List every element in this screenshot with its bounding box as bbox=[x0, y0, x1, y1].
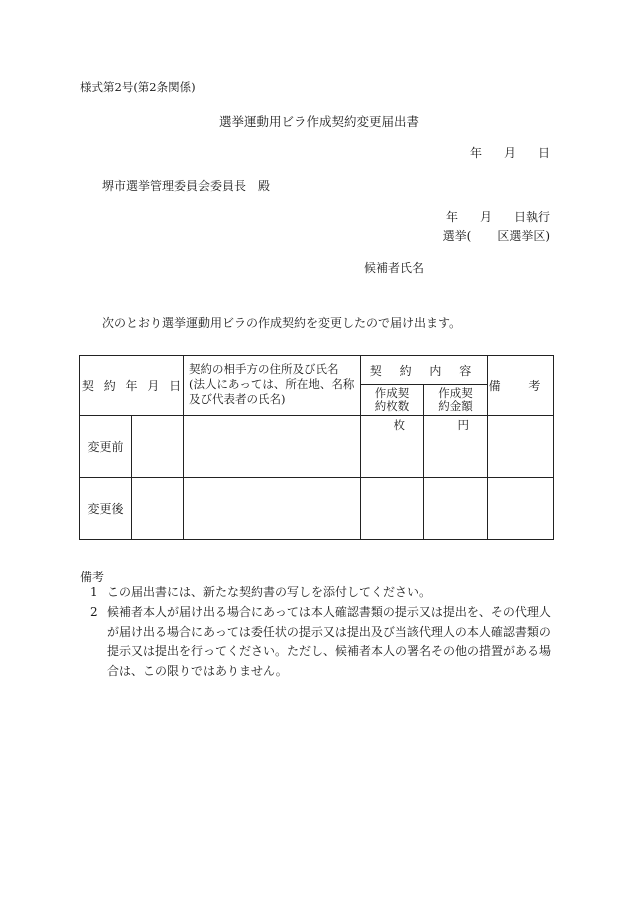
district-label: 区選挙区) bbox=[497, 229, 550, 243]
intro-text: 次のとおり選挙運動用ビラの作成契約を変更したので届け出ます。 bbox=[102, 316, 462, 330]
document-title: 選挙運動用ビラ作成契約変更届出書 bbox=[218, 114, 419, 129]
note-number: 2 bbox=[90, 605, 98, 619]
contract-content-header: 契 約 内 容 bbox=[361, 356, 488, 385]
note-text: 候補者本人が届け出る場合にあっては本人確認書類の提示又は提出を、その代理人が届け出る場合にあっては委任状の提示又は提出及び当該代理人の本人確認書類の提示又は提出を行ってください。ただし、候補者本人の署名その他の措置がある場合は、この限りではありません。 bbox=[107, 605, 552, 678]
row-label-before: 変更前 bbox=[80, 416, 132, 478]
contract-date-header: 契 約 年 月 日 bbox=[80, 356, 184, 416]
row-label-after: 変更後 bbox=[80, 478, 132, 540]
party-header-line2: (法人にあっては、所在地、名称及び代表者の氏名) bbox=[189, 377, 355, 406]
note-item bbox=[90, 603, 556, 678]
candidate-name-label: 候補者氏名 bbox=[364, 261, 425, 275]
table-row bbox=[80, 478, 554, 540]
party-cell-before[interactable] bbox=[184, 416, 361, 478]
notes-title: 備考 bbox=[80, 570, 105, 584]
table-row bbox=[80, 416, 554, 478]
party-header-line1: 契約の相手方の住所及び氏名 bbox=[189, 362, 339, 376]
amount-cell-before[interactable]: 円 bbox=[424, 416, 488, 478]
note-text: この届出書には、新たな契約書の写しを添付してください。 bbox=[107, 585, 432, 599]
election-execution-date bbox=[446, 211, 550, 223]
form-number: 様式第2号(第2条関係) bbox=[80, 80, 196, 94]
remarks-cell-before[interactable] bbox=[488, 416, 554, 478]
date-cell-after[interactable] bbox=[132, 478, 184, 540]
count-cell-before[interactable]: 枚 bbox=[361, 416, 424, 478]
date-day: 日 bbox=[537, 146, 550, 160]
note-number: 1 bbox=[90, 585, 98, 599]
date-cell-before[interactable] bbox=[132, 416, 184, 478]
submission-date bbox=[470, 147, 550, 159]
amount-header: 作成契約金額 bbox=[424, 385, 488, 416]
contract-change-table bbox=[79, 355, 554, 540]
election-name bbox=[443, 230, 550, 242]
election-label: 選挙( bbox=[442, 229, 472, 243]
exec-year: 年 bbox=[445, 210, 458, 224]
note-item bbox=[90, 583, 560, 603]
count-cell-after[interactable] bbox=[361, 478, 424, 540]
remarks-cell-after[interactable] bbox=[488, 478, 554, 540]
contract-party-header bbox=[184, 356, 361, 416]
exec-month: 月 bbox=[479, 210, 492, 224]
date-month: 月 bbox=[503, 146, 516, 160]
exec-day: 日執行 bbox=[513, 210, 550, 224]
addressee: 堺市選挙管理委員会委員長 殿 bbox=[102, 179, 271, 193]
date-year: 年 bbox=[469, 146, 482, 160]
party-cell-after[interactable] bbox=[184, 478, 361, 540]
count-header: 作成契約枚数 bbox=[361, 385, 424, 416]
amount-cell-after[interactable] bbox=[424, 478, 488, 540]
remarks-header: 備 考 bbox=[488, 356, 554, 416]
